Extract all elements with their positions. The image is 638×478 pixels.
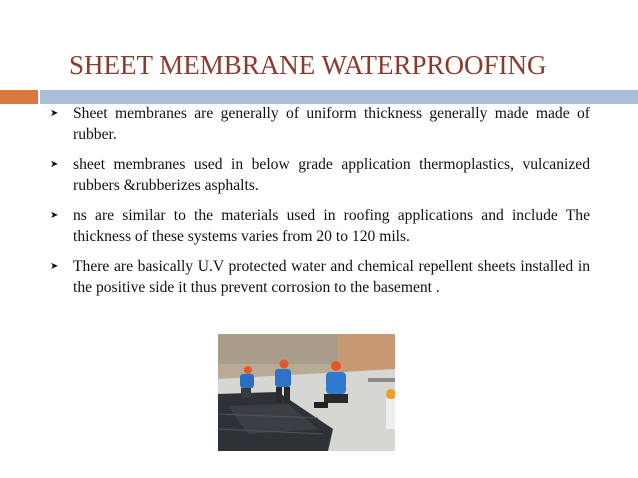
slide-title: SHEET MEMBRANE WATERPROOFING <box>69 50 547 80</box>
arrow-bullet-icon: ➤ <box>50 159 59 170</box>
arrow-bullet-icon: ➤ <box>50 108 59 119</box>
bullet-item <box>50 257 590 298</box>
bullet-item <box>50 104 590 145</box>
workers-laying-membrane-photo <box>218 334 395 451</box>
bullet-item <box>50 155 590 196</box>
bullet-text: Sheet membranes are generally of uniform thickness generally made made of rubber. <box>73 105 590 143</box>
bullet-list <box>50 104 590 308</box>
bullet-text: There are basically U.V protected water and chemical repellent sheets installed in the positive side it thus prevent corrosion to the basement . <box>73 258 590 296</box>
bullet-item <box>50 206 590 247</box>
bullet-text: sheet membranes used in below grade application thermoplastics, vulcanized rubbers &rubberizes asphalts. <box>73 156 590 194</box>
arrow-bullet-icon: ➤ <box>50 261 59 272</box>
arrow-bullet-icon: ➤ <box>50 210 59 221</box>
bullet-text: ns are similar to the materials used in roofing applications and include The thickness of these systems varies from 20 to 120 mils. <box>73 207 590 245</box>
accent-bar-blue <box>40 90 638 104</box>
accent-bar-orange <box>0 90 38 104</box>
